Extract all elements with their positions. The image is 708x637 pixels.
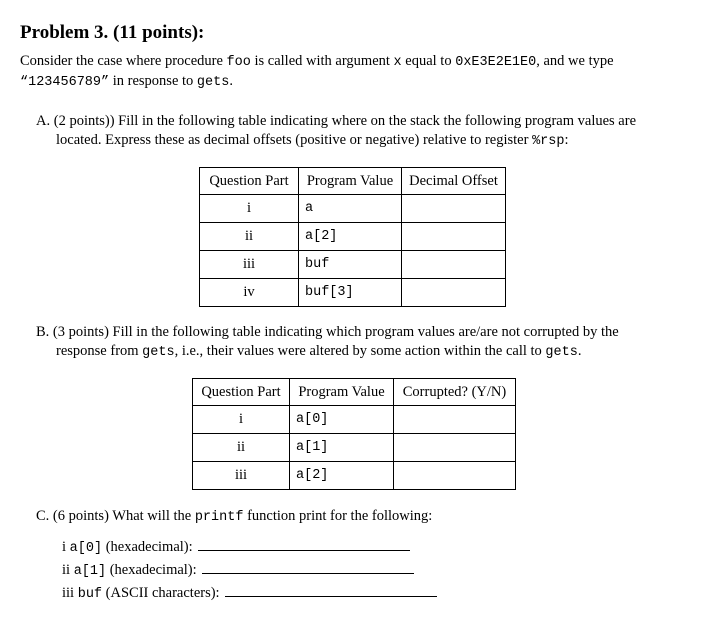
question-part: ii bbox=[193, 434, 290, 462]
decimal-offset-cell[interactable] bbox=[402, 251, 506, 279]
table-header-row bbox=[200, 168, 506, 195]
part-c-item: ii a[1] (hexadecimal): bbox=[62, 561, 414, 581]
question-part: ii bbox=[200, 223, 299, 251]
problem-intro: Consider the case where procedure foo is called with argument x equal to 0xE3E2E1E0, and we type “123456789” in response to gets. bbox=[20, 53, 614, 90]
question-part: i bbox=[193, 406, 290, 434]
program-value: a[2] bbox=[290, 462, 394, 490]
problem-title: Problem 3. (11 points): bbox=[20, 22, 205, 43]
question-part: iii bbox=[200, 251, 299, 279]
column-header: Question Part bbox=[200, 168, 299, 195]
table-row bbox=[200, 223, 506, 251]
program-value: buf bbox=[299, 251, 402, 279]
column-header: Program Value bbox=[299, 168, 402, 195]
answer-blank[interactable] bbox=[225, 584, 437, 597]
program-value: a bbox=[299, 195, 402, 223]
question-part: i bbox=[200, 195, 299, 223]
corrupted-cell[interactable] bbox=[394, 434, 516, 462]
part-b-prompt: B. (3 points) Fill in the following table indicating which program values are/are not corrupted by the response from gets, i.e., their values were altered by some action within the call to gets. bbox=[36, 324, 619, 360]
table-row bbox=[193, 434, 516, 462]
program-value: a[0] bbox=[290, 406, 394, 434]
corrupted-cell[interactable] bbox=[394, 462, 516, 490]
corrupted-cell[interactable] bbox=[394, 406, 516, 434]
answer-blank[interactable] bbox=[202, 561, 414, 574]
column-header: Question Part bbox=[193, 379, 290, 406]
decimal-offset-cell[interactable] bbox=[402, 195, 506, 223]
table-row bbox=[200, 251, 506, 279]
part-a-table bbox=[199, 167, 506, 307]
table-row bbox=[200, 195, 506, 223]
part-b-table bbox=[192, 378, 516, 490]
program-value: a[2] bbox=[299, 223, 402, 251]
decimal-offset-cell[interactable] bbox=[402, 279, 506, 307]
part-a-label: A. bbox=[36, 113, 51, 129]
question-part: iii bbox=[193, 462, 290, 490]
part-b-label: B. bbox=[36, 324, 50, 340]
part-c-label: C. bbox=[36, 508, 50, 524]
question-part: iv bbox=[200, 279, 299, 307]
table-row bbox=[193, 406, 516, 434]
part-c-prompt: C. (6 points) What will the printf function print for the following: bbox=[36, 508, 433, 525]
column-header: Program Value bbox=[290, 379, 394, 406]
column-header: Corrupted? (Y/N) bbox=[394, 379, 516, 406]
table-row bbox=[200, 279, 506, 307]
program-value: buf[3] bbox=[299, 279, 402, 307]
answer-blank[interactable] bbox=[198, 538, 410, 551]
part-c-item: i a[0] (hexadecimal): bbox=[62, 538, 410, 558]
part-a-prompt: A. (2 points)) Fill in the following table indicating where on the stack the following program values are located. Express these as decimal offsets (positive or negative) relative to register %rsp: bbox=[36, 113, 637, 149]
table-row bbox=[193, 462, 516, 490]
column-header: Decimal Offset bbox=[402, 168, 506, 195]
part-c-item: iii buf (ASCII characters): bbox=[62, 584, 437, 604]
program-value: a[1] bbox=[290, 434, 394, 462]
decimal-offset-cell[interactable] bbox=[402, 223, 506, 251]
table-header-row bbox=[193, 379, 516, 406]
